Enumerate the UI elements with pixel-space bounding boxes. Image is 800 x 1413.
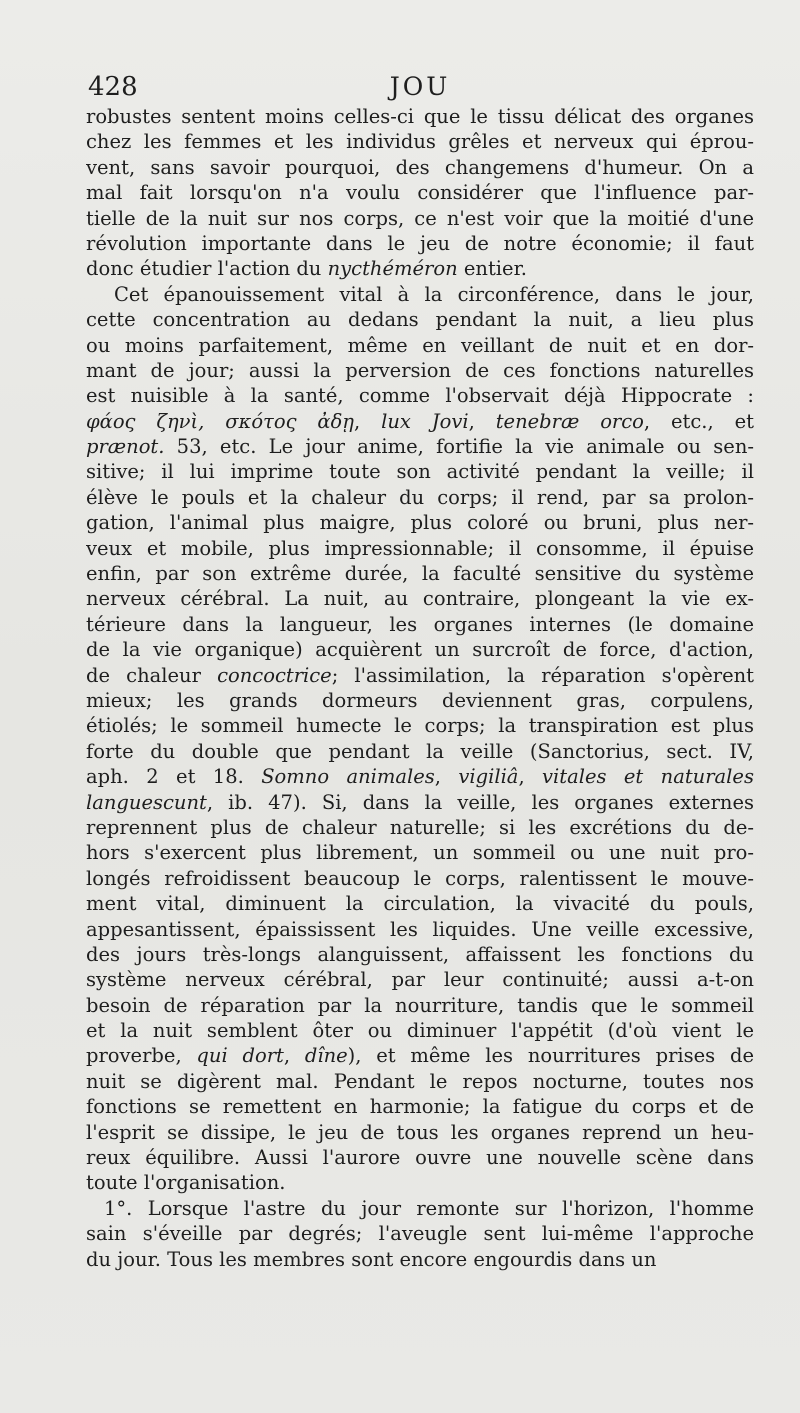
text-line <box>86 1145 754 1170</box>
italic-segment: nycthéméron <box>327 257 458 281</box>
italic-segment: Somno animales <box>261 765 435 789</box>
text-segment: ment vital, diminuent la circulation, la vivacité du pouls, <box>86 892 754 916</box>
text-line <box>86 866 754 891</box>
italic-segment: dîne <box>304 1044 348 1068</box>
text-line <box>86 1094 754 1119</box>
text-line <box>86 459 754 484</box>
text-line <box>86 1196 754 1221</box>
text-segment: besoin de réparation par la nourriture, tandis que le sommeil <box>86 993 754 1017</box>
italic-segment: lux Jovi <box>381 409 469 433</box>
text-segment: sain s'éveille par degrés; l'aveugle sent lui-même l'approche <box>86 1222 754 1246</box>
text-segment: , <box>518 765 543 789</box>
text-segment: élève le pouls et la chaleur du corps; il rend, par sa prolon- <box>86 485 754 509</box>
text-segment: veux et mobile, plus impressionnable; il consomme, il épuise <box>86 536 754 560</box>
text-segment: térieure dans la langueur, les organes internes (le domaine <box>86 612 754 636</box>
text-line <box>86 206 754 231</box>
text-line <box>86 434 754 459</box>
text-line <box>86 739 754 764</box>
text-line <box>86 256 754 281</box>
text-line <box>86 1069 754 1094</box>
text-segment: système nerveux cérébral, par leur continuité; aussi a-t-on <box>86 968 754 992</box>
text-line <box>86 1221 754 1246</box>
text-line <box>86 383 754 408</box>
text-segment: du jour. Tous les membres sont encore engourdis dans un <box>86 1247 657 1271</box>
page-header <box>88 70 752 104</box>
text-segment: longés refroidissent beaucoup le corps, ralentissent le mouve- <box>86 866 754 890</box>
text-segment: donc étudier l'action du <box>86 257 328 281</box>
text-segment: chez les femmes et les individus grêles et nerveux qui éprou- <box>86 130 754 154</box>
text-line <box>86 688 754 713</box>
body-text <box>86 104 754 1272</box>
text-segment: robustes sentent moins celles-ci que le tissu délicat des organes <box>86 105 754 128</box>
text-line <box>86 637 754 662</box>
text-segment: mal fait lorsqu'on n'a voulu considérer que l'influence par- <box>86 181 754 205</box>
text-segment: proverbe, <box>86 1044 197 1068</box>
text-segment: et la nuit semblent ôter ou diminuer l'appétit (d'où vient le <box>86 1019 754 1043</box>
italic-segment: qui dort <box>196 1044 284 1068</box>
text-line <box>86 536 754 561</box>
italic-segment: concoctrice <box>217 663 332 687</box>
text-segment: , <box>354 409 382 433</box>
text-line <box>86 104 754 129</box>
italic-segment: prænot. <box>86 435 165 459</box>
text-segment: , <box>468 409 496 433</box>
text-segment: révolution importante dans le jeu de notre économie; il faut <box>86 231 754 255</box>
text-segment: , ib. 47). Si, dans la veille, les organes externes <box>206 790 754 814</box>
italic-segment: vigiliâ <box>458 765 519 789</box>
text-line <box>86 510 754 535</box>
text-segment: est nuisible à la santé, comme l'observait déjà Hippocrate : <box>86 384 754 408</box>
text-line <box>86 1120 754 1145</box>
text-segment: vent, sans savoir pourquoi, des changemens d'humeur. On a <box>86 155 754 179</box>
text-segment: forte du double que pendant la veille (Sanctorius, sect. IV, <box>86 739 754 763</box>
text-segment: des jours très-longs alanguissent, affaissent les fonctions du <box>86 942 754 966</box>
text-line <box>86 307 754 332</box>
page-number: 428 <box>88 72 138 102</box>
text-segment: l'esprit se dissipe, le jeu de tous les organes reprend un heu- <box>86 1120 754 1144</box>
text-segment: enfin, par son extrême durée, la faculté sensitive du système <box>86 562 754 586</box>
text-segment: reprennent plus de chaleur naturelle; si les excrétions du de- <box>86 815 754 839</box>
italic-segment: tenebræ orco <box>495 409 644 433</box>
text-segment: appesantissent, épaississent les liquides. Une veille excessive, <box>86 917 754 941</box>
text-line <box>86 917 754 942</box>
text-line <box>86 333 754 358</box>
text-line <box>86 358 754 383</box>
text-segment: reux équilibre. Aussi l'aurore ouvre une nouvelle scène dans <box>86 1146 754 1170</box>
italic-segment: languescunt <box>86 790 207 814</box>
text-segment: toute l'organisation. <box>86 1171 286 1195</box>
text-segment: de la vie organique) acquièrent un surcroît de force, d'action, <box>86 638 754 662</box>
text-segment: entier. <box>457 257 527 281</box>
italic-segment: φάος ζηνὶ, σκότος ἀδῃ <box>86 409 354 433</box>
text-segment: ), et même les nourritures prises de <box>347 1044 754 1068</box>
text-segment: nuit se digèrent mal. Pendant le repos nocturne, toutes nos <box>86 1069 754 1093</box>
text-segment: étiolés; le sommeil humecte le corps; la transpiration est plus <box>86 714 754 738</box>
text-segment: , <box>434 765 459 789</box>
text-line <box>86 967 754 992</box>
text-line <box>86 612 754 637</box>
text-line <box>86 891 754 916</box>
text-segment: cette concentration au dedans pendant la nuit, a lieu plus <box>86 308 754 332</box>
text-line <box>86 713 754 738</box>
text-segment: gation, l'animal plus maigre, plus coloré ou bruni, plus ner- <box>86 511 754 535</box>
text-segment: mieux; les grands dormeurs deviennent gras, corpulens, <box>86 688 754 712</box>
italic-segment: vitales et naturales <box>542 765 754 789</box>
text-line <box>86 129 754 154</box>
text-line <box>86 155 754 180</box>
text-line <box>86 1170 754 1195</box>
text-line <box>86 409 754 434</box>
text-segment: mant de jour; aussi la perversion de ces fonctions naturelles <box>86 358 754 382</box>
text-line <box>86 1043 754 1068</box>
text-segment: 53, etc. Le jour anime, fortifie la vie animale ou sen- <box>164 435 754 459</box>
text-line <box>86 1247 754 1272</box>
text-line <box>86 942 754 967</box>
text-line <box>86 180 754 205</box>
text-segment: de chaleur <box>86 663 218 687</box>
text-segment: hors s'exercent plus librement, un sommeil ou une nuit pro- <box>86 841 754 865</box>
text-segment: nerveux cérébral. La nuit, au contraire, plongeant la vie ex- <box>86 587 754 611</box>
text-segment: fonctions se remettent en harmonie; la fatigue du corps et de <box>86 1095 754 1119</box>
text-line <box>86 231 754 256</box>
text-segment: tielle de la nuit sur nos corps, ce n'est voir que la moitié d'une <box>86 206 754 230</box>
text-segment: sitive; il lui imprime toute son activité pendant la veille; il <box>86 460 754 484</box>
text-line <box>86 815 754 840</box>
text-segment: , <box>283 1044 305 1068</box>
text-segment: aph. 2 et 18. <box>86 765 262 789</box>
text-segment: Cet épanouissement vital à la circonférence, dans le jour, <box>114 282 754 306</box>
text-line <box>86 1018 754 1043</box>
text-line <box>86 993 754 1018</box>
text-segment: ; l'assimilation, la réparation s'opèrent <box>331 663 754 687</box>
text-segment: , etc., et <box>643 409 754 433</box>
text-line <box>86 586 754 611</box>
running-head: JOU <box>389 72 451 101</box>
text-line <box>86 485 754 510</box>
text-line <box>86 663 754 688</box>
text-line <box>86 764 754 789</box>
text-segment: ou moins parfaitement, même en veillant de nuit et en dor- <box>86 333 754 357</box>
text-line <box>86 790 754 815</box>
text-segment: 1°. Lorsque l'astre du jour remonte sur l'horizon, l'homme <box>104 1196 754 1220</box>
text-line <box>86 282 754 307</box>
text-line <box>86 561 754 586</box>
text-line <box>86 840 754 865</box>
